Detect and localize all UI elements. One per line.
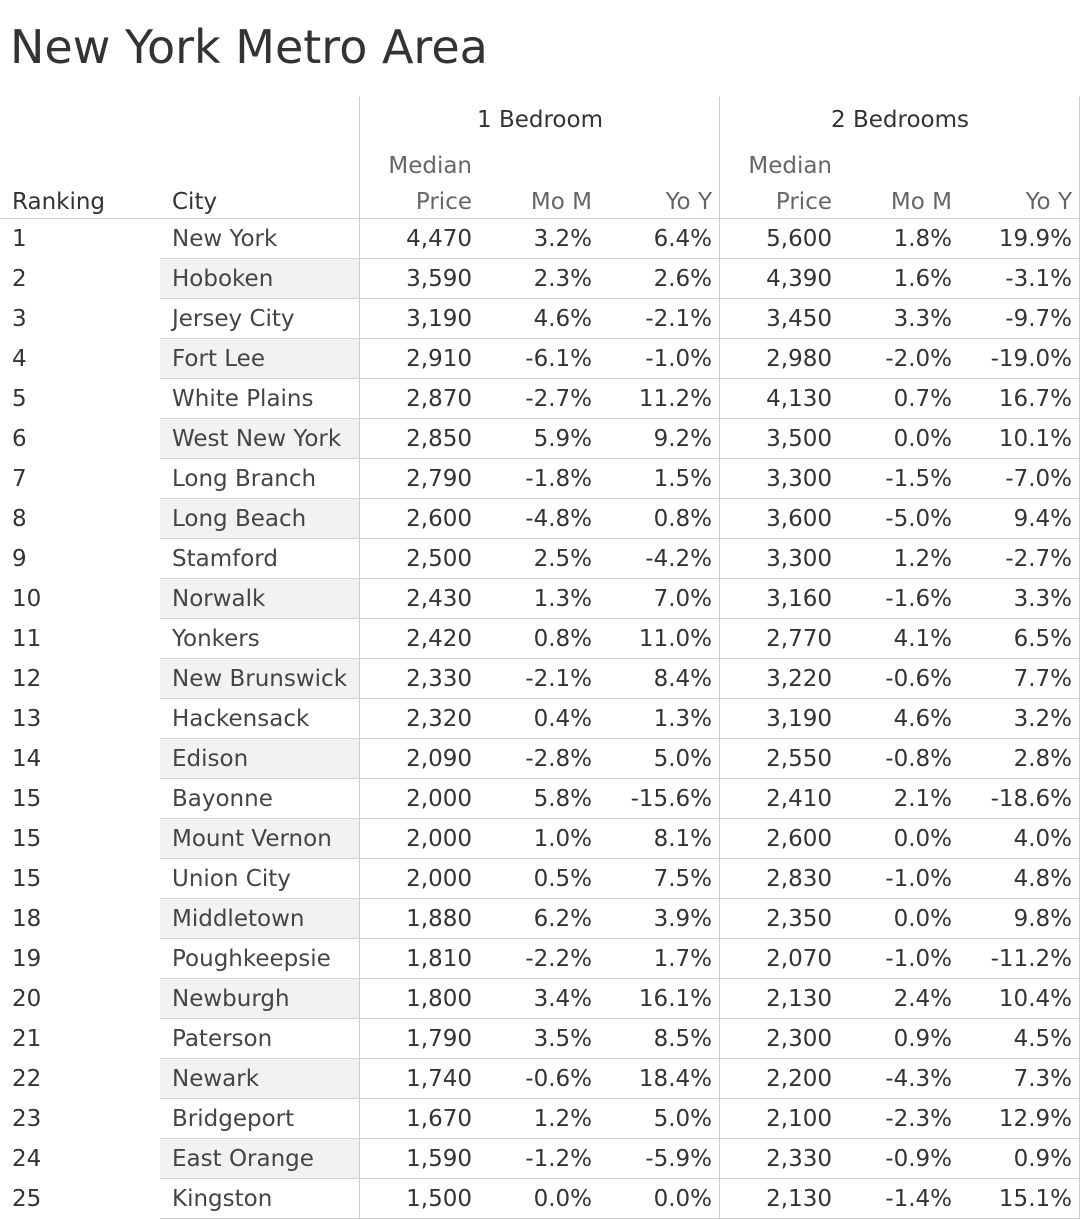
cell-city: Bridgeport [172,1106,295,1132]
cell-mom-2br: -4.3% [885,1066,952,1092]
cell-price-1br: 2,420 [406,626,472,652]
cell-city: Edison [172,746,249,772]
cell-mom-2br: -2.0% [885,346,952,372]
cell-mom-2br: 0.0% [893,426,952,452]
cell-price-1br: 4,470 [406,226,472,252]
cell-ranking: 8 [12,506,27,532]
cell-price-1br: 1,880 [406,906,472,932]
cell-price-2br: 3,300 [766,466,832,492]
cell-yoy-2br: 15.1% [998,1186,1072,1212]
cell-price-2br: 3,450 [766,306,832,332]
cell-yoy-1br: 7.0% [653,586,712,612]
cell-mom-1br: -2.7% [525,386,592,412]
cell-ranking: 23 [12,1106,42,1132]
cell-ranking: 2 [12,266,27,292]
cell-mom-1br: -4.8% [525,506,592,532]
header-yoy-1br: Yo Y [665,189,712,215]
cell-ranking: 4 [12,346,27,372]
cell-city: Union City [172,866,291,892]
cell-yoy-1br: 1.7% [653,946,712,972]
cell-ranking: 5 [12,386,27,412]
cell-city: Long Beach [172,506,307,532]
cell-mom-1br: 3.2% [533,226,592,252]
cell-yoy-1br: -15.6% [630,786,712,812]
cell-mom-2br: -5.0% [885,506,952,532]
cell-city: White Plains [172,386,314,412]
cell-mom-1br: 0.8% [533,626,592,652]
cell-city: West New York [172,426,342,452]
cell-yoy-1br: 1.5% [653,466,712,492]
cell-yoy-1br: 1.3% [653,706,712,732]
cell-city: Paterson [172,1026,273,1052]
cell-mom-2br: 0.0% [893,906,952,932]
cell-yoy-1br: 6.4% [653,226,712,252]
cell-price-2br: 3,190 [766,706,832,732]
cell-price-1br: 3,190 [406,306,472,332]
cell-mom-2br: 1.8% [893,226,952,252]
cell-city: Bayonne [172,786,273,812]
cell-price-1br: 2,850 [406,426,472,452]
cell-yoy-2br: 12.9% [998,1106,1072,1132]
cell-mom-2br: 2.4% [893,986,952,1012]
cell-mom-1br: 3.5% [533,1026,592,1052]
cell-ranking: 19 [12,946,42,972]
cell-price-1br: 2,500 [406,546,472,572]
cell-ranking: 12 [12,666,42,692]
cell-mom-2br: -1.0% [885,946,952,972]
cell-mom-2br: 2.1% [893,786,952,812]
cell-ranking: 15 [12,786,42,812]
cell-yoy-2br: 2.8% [1013,746,1072,772]
cell-mom-1br: 0.5% [533,866,592,892]
cell-price-2br: 2,200 [766,1066,832,1092]
cell-mom-2br: -1.4% [885,1186,952,1212]
cell-mom-1br: -6.1% [525,346,592,372]
cell-yoy-2br: -18.6% [990,786,1072,812]
cell-yoy-1br: 3.9% [653,906,712,932]
header-city: City [172,189,218,215]
cell-mom-1br: -2.1% [525,666,592,692]
header-yoy-2br: Yo Y [1025,189,1072,215]
cell-yoy-2br: -7.0% [1005,466,1072,492]
cell-price-1br: 2,090 [406,746,472,772]
header-median-2br: Median [748,153,832,179]
cell-yoy-2br: 16.7% [998,386,1072,412]
cell-yoy-1br: -1.0% [645,346,712,372]
cell-yoy-2br: 9.8% [1013,906,1072,932]
cell-ranking: 10 [12,586,42,612]
cell-price-1br: 1,800 [406,986,472,1012]
cell-city: Hoboken [172,266,274,292]
cell-yoy-1br: 11.2% [638,386,712,412]
cell-price-2br: 2,600 [766,826,832,852]
cell-price-2br: 3,300 [766,546,832,572]
cell-city: Long Branch [172,466,317,492]
cell-price-2br: 2,130 [766,1186,832,1212]
cell-ranking: 15 [12,866,42,892]
cell-price-2br: 3,220 [766,666,832,692]
cell-price-1br: 2,600 [406,506,472,532]
cell-price-2br: 2,350 [766,906,832,932]
cell-ranking: 7 [12,466,27,492]
cell-price-2br: 3,600 [766,506,832,532]
cell-price-1br: 2,870 [406,386,472,412]
cell-price-1br: 1,590 [406,1146,472,1172]
cell-mom-1br: 2.5% [533,546,592,572]
cell-yoy-1br: 5.0% [653,746,712,772]
cell-ranking: 6 [12,426,27,452]
cell-mom-2br: -2.3% [885,1106,952,1132]
cell-yoy-2br: 4.8% [1013,866,1072,892]
cell-ranking: 1 [12,226,27,252]
cell-mom-1br: -1.2% [525,1146,592,1172]
cell-mom-2br: 3.3% [893,306,952,332]
cell-price-2br: 2,100 [766,1106,832,1132]
header-group-1-bedroom: 1 Bedroom [477,107,603,133]
cell-mom-2br: -0.6% [885,666,952,692]
cell-price-1br: 2,430 [406,586,472,612]
cell-yoy-1br: 18.4% [638,1066,712,1092]
cell-price-2br: 4,130 [766,386,832,412]
cell-yoy-2br: 19.9% [998,226,1072,252]
cell-mom-2br: 0.9% [893,1026,952,1052]
cell-yoy-1br: 8.1% [653,826,712,852]
cell-city: Yonkers [172,626,260,652]
cell-price-2br: 2,550 [766,746,832,772]
cell-yoy-1br: 8.5% [653,1026,712,1052]
cell-mom-1br: 6.2% [533,906,592,932]
cell-price-2br: 2,330 [766,1146,832,1172]
cell-ranking: 18 [12,906,42,932]
cell-mom-2br: 1.2% [893,546,952,572]
cell-price-1br: 2,330 [406,666,472,692]
cell-ranking: 15 [12,826,42,852]
cell-mom-1br: -2.8% [525,746,592,772]
cell-mom-2br: -0.8% [885,746,952,772]
cell-price-1br: 2,910 [406,346,472,372]
header-mom-1br: Mo M [530,189,592,215]
cell-mom-2br: -1.0% [885,866,952,892]
cell-city: Poughkeepsie [172,946,331,972]
cell-yoy-2br: 10.1% [998,426,1072,452]
cell-price-2br: 2,300 [766,1026,832,1052]
cell-yoy-1br: 8.4% [653,666,712,692]
cell-yoy-2br: 3.2% [1013,706,1072,732]
cell-price-2br: 2,830 [766,866,832,892]
cell-mom-2br: -1.5% [885,466,952,492]
cell-yoy-2br: -2.7% [1005,546,1072,572]
cell-yoy-1br: 7.5% [653,866,712,892]
page-title: New York Metro Area [10,20,488,74]
cell-mom-1br: -1.8% [525,466,592,492]
cell-city: New Brunswick [172,666,348,692]
cell-ranking: 21 [12,1026,42,1052]
cell-price-1br: 3,590 [406,266,472,292]
cell-city: Jersey City [172,306,295,332]
cell-mom-1br: 1.0% [533,826,592,852]
cell-city: Hackensack [172,706,310,732]
cell-city: East Orange [172,1146,314,1172]
cell-mom-2br: 4.1% [893,626,952,652]
cell-yoy-1br: 2.6% [653,266,712,292]
cell-mom-1br: -0.6% [525,1066,592,1092]
cell-yoy-1br: 0.0% [653,1186,712,1212]
cell-yoy-1br: 0.8% [653,506,712,532]
header-ranking: Ranking [12,189,106,215]
cell-price-1br: 2,000 [406,826,472,852]
cell-yoy-1br: -4.2% [645,546,712,572]
cell-mom-1br: 1.2% [533,1106,592,1132]
cell-price-2br: 3,500 [766,426,832,452]
cell-yoy-2br: -9.7% [1005,306,1072,332]
cell-yoy-2br: -11.2% [990,946,1072,972]
cell-mom-1br: 0.4% [533,706,592,732]
cell-city: Kingston [172,1186,273,1212]
cell-city: Newburgh [172,986,290,1012]
cell-price-1br: 1,740 [406,1066,472,1092]
cell-yoy-2br: 0.9% [1013,1146,1072,1172]
cell-mom-1br: 2.3% [533,266,592,292]
cell-yoy-2br: 4.0% [1013,826,1072,852]
header-median-1br: Median [388,153,472,179]
cell-yoy-2br: -3.1% [1005,266,1072,292]
cell-price-2br: 2,980 [766,346,832,372]
cell-ranking: 9 [12,546,27,572]
cell-yoy-2br: 10.4% [998,986,1072,1012]
cell-ranking: 20 [12,986,42,1012]
cell-mom-1br: 1.3% [533,586,592,612]
cell-price-1br: 1,500 [406,1186,472,1212]
cell-mom-2br: 0.0% [893,826,952,852]
cell-yoy-2br: 7.7% [1013,666,1072,692]
header-mom-2br: Mo M [890,189,952,215]
cell-yoy-2br: 6.5% [1013,626,1072,652]
cell-mom-2br: -0.9% [885,1146,952,1172]
cell-price-1br: 1,790 [406,1026,472,1052]
cell-price-2br: 2,410 [766,786,832,812]
cell-city: Newark [172,1066,260,1092]
cell-price-2br: 2,070 [766,946,832,972]
cell-yoy-2br: 7.3% [1013,1066,1072,1092]
cell-mom-1br: 5.9% [533,426,592,452]
cell-mom-1br: 3.4% [533,986,592,1012]
cell-mom-1br: 4.6% [533,306,592,332]
cell-ranking: 13 [12,706,42,732]
cell-yoy-1br: 11.0% [638,626,712,652]
cell-ranking: 3 [12,306,27,332]
cell-mom-1br: -2.2% [525,946,592,972]
cell-mom-2br: 1.6% [893,266,952,292]
cell-city: Middletown [172,906,305,932]
cell-yoy-1br: 9.2% [653,426,712,452]
cell-price-1br: 1,810 [406,946,472,972]
cell-price-2br: 3,160 [766,586,832,612]
cell-price-1br: 2,320 [406,706,472,732]
cell-price-2br: 5,600 [766,226,832,252]
cell-yoy-2br: 4.5% [1013,1026,1072,1052]
cell-yoy-1br: 5.0% [653,1106,712,1132]
cell-ranking: 24 [12,1146,42,1172]
cell-mom-2br: -1.6% [885,586,952,612]
cell-ranking: 14 [12,746,42,772]
cell-city: Norwalk [172,586,266,612]
cell-mom-2br: 4.6% [893,706,952,732]
cell-ranking: 25 [12,1186,42,1212]
cell-city: Fort Lee [172,346,265,372]
cell-price-1br: 1,670 [406,1106,472,1132]
cell-ranking: 22 [12,1066,42,1092]
cell-price-2br: 2,130 [766,986,832,1012]
cell-mom-1br: 0.0% [533,1186,592,1212]
cell-price-2br: 4,390 [766,266,832,292]
header-price-1br: Price [415,189,472,215]
cell-city: New York [172,226,278,252]
cell-mom-2br: 0.7% [893,386,952,412]
cell-city: Stamford [172,546,278,572]
cell-yoy-1br: -5.9% [645,1146,712,1172]
cell-yoy-2br: -19.0% [990,346,1072,372]
cell-price-1br: 2,000 [406,786,472,812]
cell-mom-1br: 5.8% [533,786,592,812]
header-group-2-bedrooms: 2 Bedrooms [831,107,969,133]
cell-yoy-1br: 16.1% [638,986,712,1012]
header-price-2br: Price [775,189,832,215]
cell-ranking: 11 [12,626,42,652]
cell-yoy-2br: 9.4% [1013,506,1072,532]
cell-price-1br: 2,790 [406,466,472,492]
cell-city: Mount Vernon [172,826,332,852]
cell-price-2br: 2,770 [766,626,832,652]
cell-yoy-1br: -2.1% [645,306,712,332]
cell-yoy-2br: 3.3% [1013,586,1072,612]
cell-price-1br: 2,000 [406,866,472,892]
